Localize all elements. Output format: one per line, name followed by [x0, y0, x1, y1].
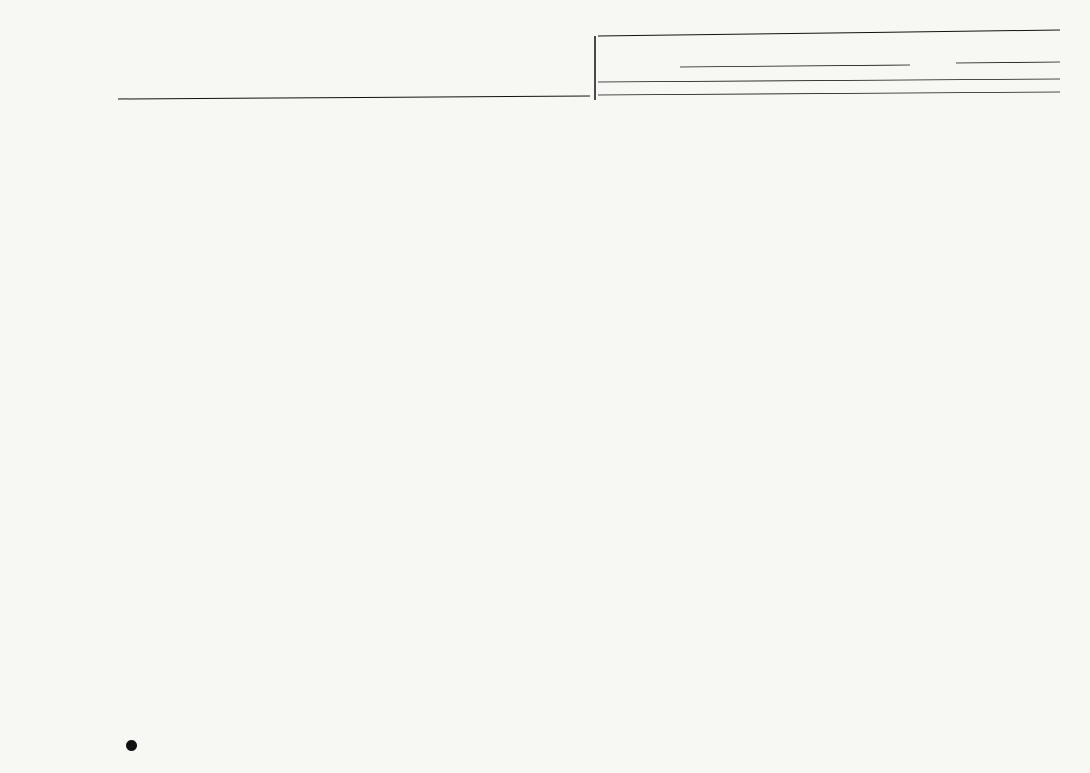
- cbs-logo-icon: [126, 740, 137, 751]
